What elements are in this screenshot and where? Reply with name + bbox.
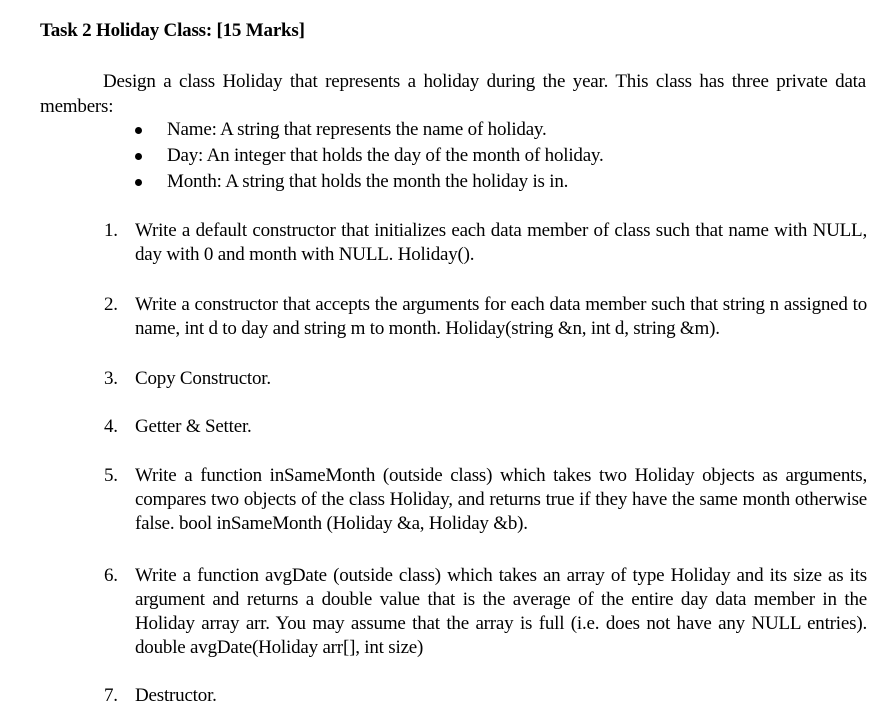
task-item-6 bbox=[104, 564, 867, 660]
task-text: Destructor. bbox=[135, 685, 217, 706]
task-text: Write a function avgDate (outside class) which takes an array of type Holiday and its size as its argument and returns a double value that is the average of the entire day data member in the Holiday array arr. You may assume that the array is full (i.e. does not have any NULL entries). double avgDate(Holiday arr[], int size) bbox=[135, 565, 867, 658]
task-text: Write a constructor that accepts the arguments for each data member such that string n assigned to name, int d to day and string m to month. Holiday(string &n, int d, string &m). bbox=[135, 294, 867, 339]
data-members-list bbox=[130, 117, 604, 195]
task-number: 7. bbox=[104, 685, 118, 706]
task-text: Write a function inSameMonth (outside class) which takes two Holiday objects as arguments, compares two objects of the class Holiday, and returns true if they have the same month otherwise false. bool inSameMonth (Holiday &a, Holiday &b). bbox=[135, 465, 867, 534]
task-number: 3. bbox=[104, 368, 118, 389]
bullet-item-day bbox=[130, 143, 604, 169]
task-number: 2. bbox=[104, 294, 118, 315]
task-item-7 bbox=[104, 684, 867, 708]
bullet-item-name bbox=[130, 117, 604, 143]
task-item-3 bbox=[104, 367, 867, 391]
task-item-1 bbox=[104, 219, 867, 267]
task-item-2 bbox=[104, 293, 867, 341]
intro-paragraph: Design a class Holiday that represents a holiday during the year. This class has three private data members: bbox=[40, 71, 866, 117]
bullet-text: Month: A string that holds the month the holiday is in. bbox=[167, 171, 569, 192]
task-item-4 bbox=[104, 415, 867, 439]
task-text: Getter & Setter. bbox=[135, 416, 252, 437]
task-number: 1. bbox=[104, 220, 118, 241]
bullet-item-month bbox=[130, 169, 604, 195]
task-item-5 bbox=[104, 464, 867, 536]
bullet-icon bbox=[135, 127, 142, 134]
task-text: Copy Constructor. bbox=[135, 368, 271, 389]
bullet-icon bbox=[135, 153, 142, 160]
task-title: Task 2 Holiday Class: [15 Marks] bbox=[40, 20, 305, 41]
task-number: 4. bbox=[104, 416, 118, 437]
bullet-icon bbox=[135, 179, 142, 186]
bullet-text: Day: An integer that holds the day of the month of holiday. bbox=[167, 145, 604, 166]
task-text: Write a default constructor that initializes each data member of class such that name with NULL, day with 0 and month with NULL. Holiday(). bbox=[135, 220, 867, 265]
bullet-text: Name: A string that represents the name of holiday. bbox=[167, 119, 547, 140]
task-number: 5. bbox=[104, 465, 118, 486]
task-number: 6. bbox=[104, 565, 118, 586]
